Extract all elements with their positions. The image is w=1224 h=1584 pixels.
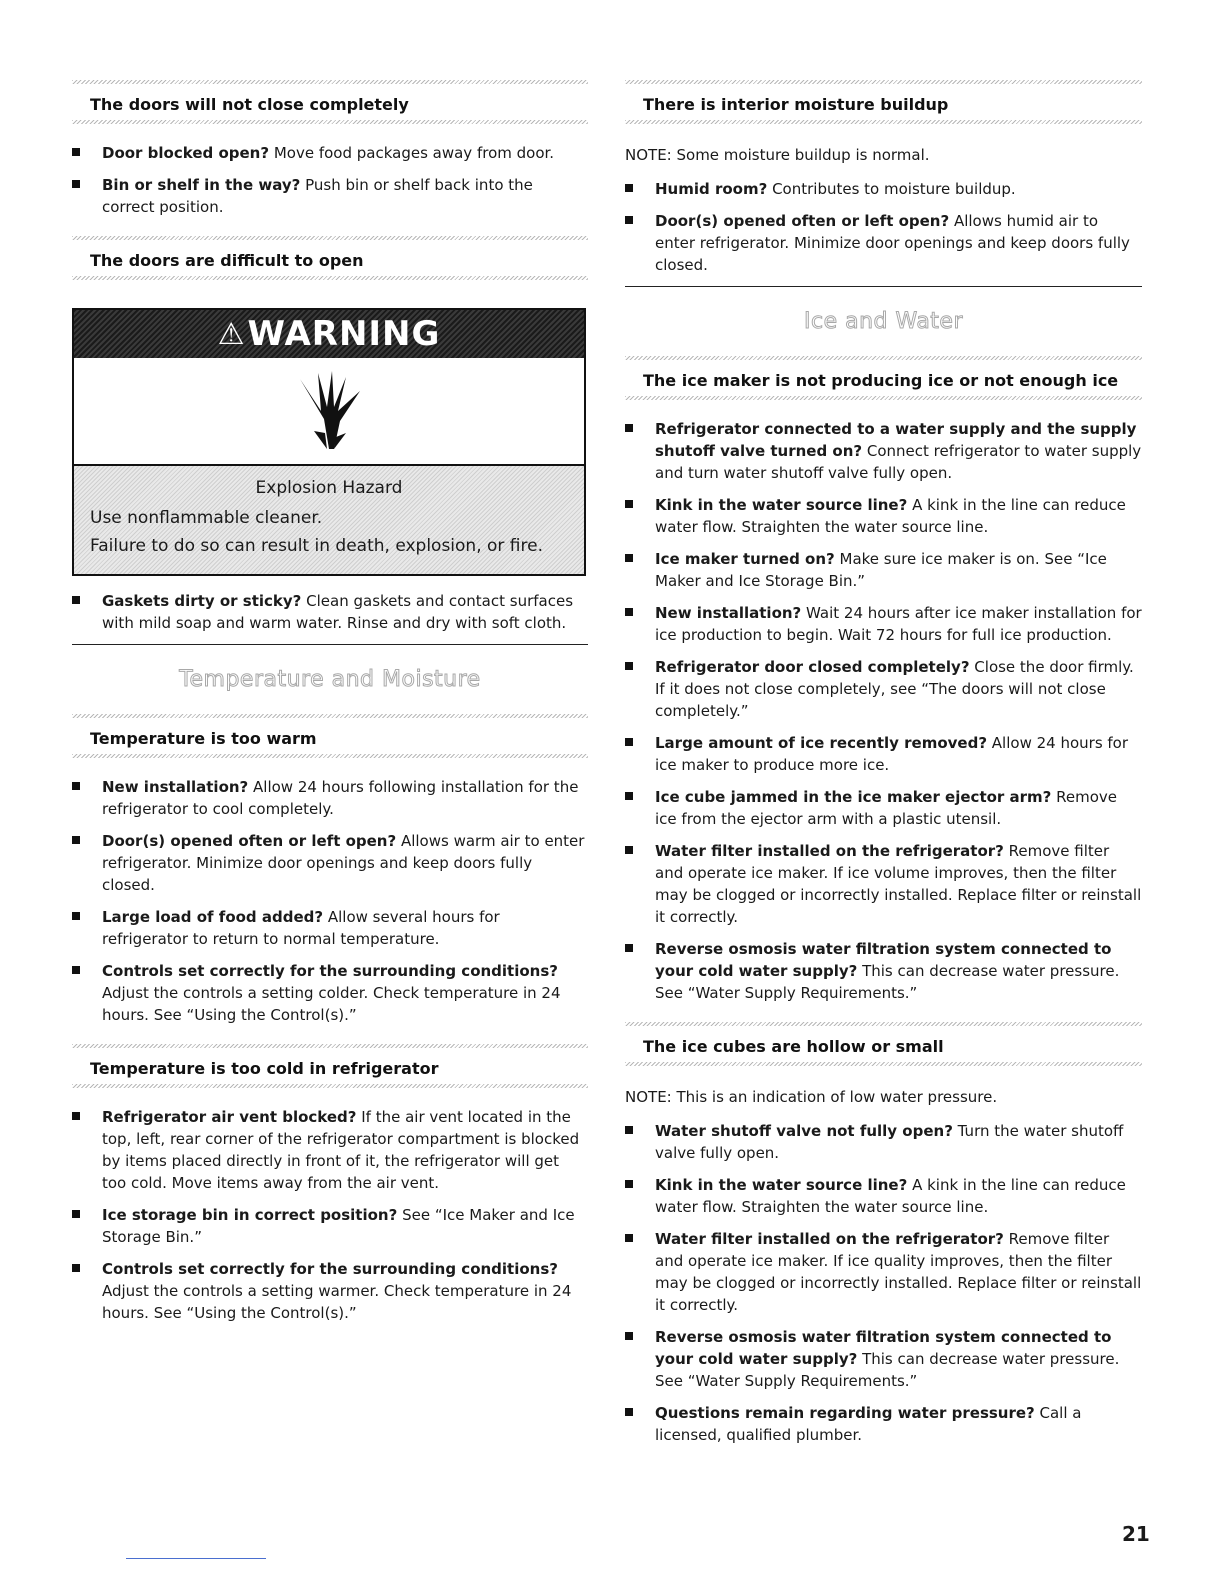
item-answer: Allows warm air to enter refrigerator. Minimize door openings and keep doors fully closed. [102,832,585,894]
bullet-icon [625,738,633,746]
topic-title: The doors are difficult to open [90,251,364,270]
bullet-icon [72,966,80,974]
bullet-icon [72,782,80,790]
list-item [625,1228,1142,1316]
list-item [625,1326,1142,1392]
list-item [72,906,588,950]
list-item [625,656,1142,722]
topic-title: Temperature is too warm [90,729,317,748]
topic-too-warm [72,706,588,1026]
bullet-icon [625,500,633,508]
item-answer: Allow several hours for refrigerator to return to normal temperature. [102,908,500,948]
item-answer: See “Ice Maker and Ice Storage Bin.” [102,1206,575,1246]
item-question: Water shutoff valve not fully open? [655,1122,953,1140]
item-answer: Call a licensed, qualified plumber. [655,1404,1082,1444]
list-item [625,840,1142,928]
item-question: Humid room? [655,180,768,198]
item-question: Gaskets dirty or sticky? [102,592,302,610]
warning-box [72,308,586,576]
topic-title: The ice maker is not producing ice or not enough ice [643,371,1119,390]
item-list [72,142,588,218]
warning-line-1: Use nonflammable cleaner. [90,508,323,528]
bullet-icon [72,1112,80,1120]
topic-doors-not-close [72,72,588,218]
list-item [625,786,1142,830]
list-item [625,1402,1142,1446]
item-question: Bin or shelf in the way? [102,176,301,194]
bullet-icon [72,912,80,920]
list-item [625,210,1142,276]
bullet-icon [72,1210,80,1218]
item-question: Kink in the water source line? [655,496,908,514]
topic-doors-difficult [72,228,588,634]
item-question: Ice maker turned on? [655,550,835,568]
list-item [72,590,588,634]
warning-text [74,466,584,574]
item-answer: Allows humid air to enter refrigerator. Minimize door openings and keep doors fully closed. [655,212,1130,274]
left-column [72,72,588,1334]
topic-header [625,72,1142,130]
bullet-icon [625,1234,633,1242]
item-question: Ice cube jammed in the ice maker ejector arm? [655,788,1052,806]
right-column [625,72,1142,1456]
item-question: Large load of food added? [102,908,324,926]
topic-header [72,228,588,286]
item-question: Refrigerator door closed completely? [655,658,970,676]
item-answer: Adjust the controls a setting colder. Check temperature in 24 hours. See “Using the Control(s).” [102,984,561,1024]
item-answer: This can decrease water pressure. See “Water Supply Requirements.” [655,962,1120,1002]
item-answer: Allow 24 hours for ice maker to produce more ice. [655,734,1129,774]
warning-line-2: Failure to do so can result in death, explosion, or fire. [90,536,543,556]
item-answer: Clean gaskets and contact surfaces with mild soap and warm water. Rinse and dry with soft cloth. [102,592,574,632]
bullet-icon [625,792,633,800]
bullet-icon [625,944,633,952]
item-answer: A kink in the line can reduce water flow. Straighten the water source line. [655,496,1126,536]
topic-header [625,1014,1142,1072]
hazard-title: Explosion Hazard [255,478,403,498]
item-list [625,178,1142,276]
footer-rule [126,1558,266,1559]
bullet-icon [625,424,633,432]
topic-title: The doors will not close completely [90,95,409,114]
list-item [72,142,588,164]
list-item [625,418,1142,484]
item-answer: Remove ice from the ejector arm with a plastic utensil. [655,788,1118,828]
topic-header [72,706,588,764]
warning-banner [74,310,584,358]
bullet-icon [72,596,80,604]
item-answer: Turn the water shutoff valve fully open. [655,1122,1124,1162]
item-question: Door(s) opened often or left open? [655,212,950,230]
bullet-icon [625,1408,633,1416]
item-answer: Adjust the controls a setting warmer. Check temperature in 24 hours. See “Using the Control(s).” [102,1282,572,1322]
note-text: NOTE: This is an indication of low water pressure. [625,1088,998,1106]
topic-header [625,348,1142,406]
item-list [72,590,588,634]
bullet-icon [625,184,633,192]
section-title: Temperature and Moisture [179,667,481,692]
bullet-icon [625,846,633,854]
topic-too-cold [72,1036,588,1324]
item-question: Door blocked open? [102,144,270,162]
item-question: Water filter installed on the refrigerator? [655,842,1004,860]
topic-not-producing [625,348,1142,1004]
topic-moisture [625,72,1142,276]
item-question: Questions remain regarding water pressure? [655,1404,1035,1422]
item-answer: Contributes to moisture buildup. [767,180,1016,198]
item-list [625,1120,1142,1446]
bullet-icon [625,608,633,616]
item-answer: Remove filter and operate ice maker. If ice quality improves, then the filter may be clogged or incorrectly installed. Replace filter or reinstall it correctly. [655,1230,1142,1314]
list-item [625,548,1142,592]
topic-header [72,72,588,130]
page-number: 21 [1122,1522,1150,1546]
item-answer: This can decrease water pressure. See “Water Supply Requirements.” [655,1350,1120,1390]
bullet-icon [72,836,80,844]
topic-title: There is interior moisture buildup [643,95,949,114]
list-item [72,1204,588,1248]
item-question: Reverse osmosis water filtration system connected to your cold water supply? [655,940,1112,980]
bullet-icon [72,180,80,188]
item-question: Refrigerator air vent blocked? [102,1108,357,1126]
list-item [72,830,588,896]
item-answer: If the air vent located in the top, left, rear corner of the refrigerator compartment is blocked by items placed directly in front of it, the refrigerator will get too cold. Move items away from the air vent. [102,1108,580,1192]
bullet-icon [625,216,633,224]
list-item [625,602,1142,646]
bullet-icon [625,554,633,562]
item-question: Refrigerator connected to a water supply and the supply shutoff valve turned on? [655,420,1137,460]
bullet-icon [625,662,633,670]
item-question: Water filter installed on the refrigerator? [655,1230,1004,1248]
item-question: Large amount of ice recently removed? [655,734,988,752]
item-answer: Connect refrigerator to water supply and turn water shutoff valve fully open. [655,442,1142,482]
item-answer: A kink in the line can reduce water flow. Straighten the water source line. [655,1176,1126,1216]
section-title: Ice and Water [803,309,964,334]
list-item [625,1174,1142,1218]
topic-hollow [625,1014,1142,1446]
topic-title: Temperature is too cold in refrigerator [90,1059,439,1078]
list-item [72,174,588,218]
item-answer: Wait 24 hours after ice maker installation for ice production to begin. Wait 72 hours for full ice production. [655,604,1142,644]
item-question: Door(s) opened often or left open? [102,832,397,850]
item-answer: Make sure ice maker is on. See “Ice Maker and Ice Storage Bin.” [655,550,1107,590]
bullet-icon [72,148,80,156]
item-answer: Allow 24 hours following installation for the refrigerator to cool completely. [102,778,579,818]
item-answer: Move food packages away from door. [269,144,555,162]
bullet-icon [625,1332,633,1340]
item-answer: Remove filter and operate ice maker. If ice volume improves, then the filter may be clogged or incorrectly installed. Replace filter or reinstall it correctly. [655,842,1142,926]
list-item [625,494,1142,538]
item-answer: Close the door firmly. If it does not close completely, see “The doors will not close completely.” [655,658,1134,720]
alert-triangle-icon: ⚠ [217,316,246,352]
item-question: Controls set correctly for the surrounding conditions? [102,962,558,980]
topic-header [72,1036,588,1094]
bullet-icon [625,1180,633,1188]
item-question: New installation? [102,778,249,796]
list-item [625,1120,1142,1164]
list-item [72,1106,588,1194]
item-question: Kink in the water source line? [655,1176,908,1194]
bullet-icon [625,1126,633,1134]
item-question: Controls set correctly for the surrounding conditions? [102,1260,558,1278]
explosion-icon [294,371,364,451]
item-answer: Push bin or shelf back into the correct position. [102,176,533,216]
list-item [625,178,1142,200]
item-list [625,418,1142,1004]
list-item [72,776,588,820]
item-list [72,776,588,1026]
note-text: NOTE: Some moisture buildup is normal. [625,146,930,164]
list-item [72,1258,588,1324]
item-question: New installation? [655,604,802,622]
warning-label: WARNING [247,314,441,354]
list-item [72,960,588,1026]
list-item [625,938,1142,1004]
item-question: Reverse osmosis water filtration system connected to your cold water supply? [655,1328,1112,1368]
bullet-icon [72,1264,80,1272]
item-list [72,1106,588,1324]
warning-icon-area [74,358,584,466]
topic-title: The ice cubes are hollow or small [643,1037,944,1056]
list-item [625,732,1142,776]
item-question: Ice storage bin in correct position? [102,1206,398,1224]
